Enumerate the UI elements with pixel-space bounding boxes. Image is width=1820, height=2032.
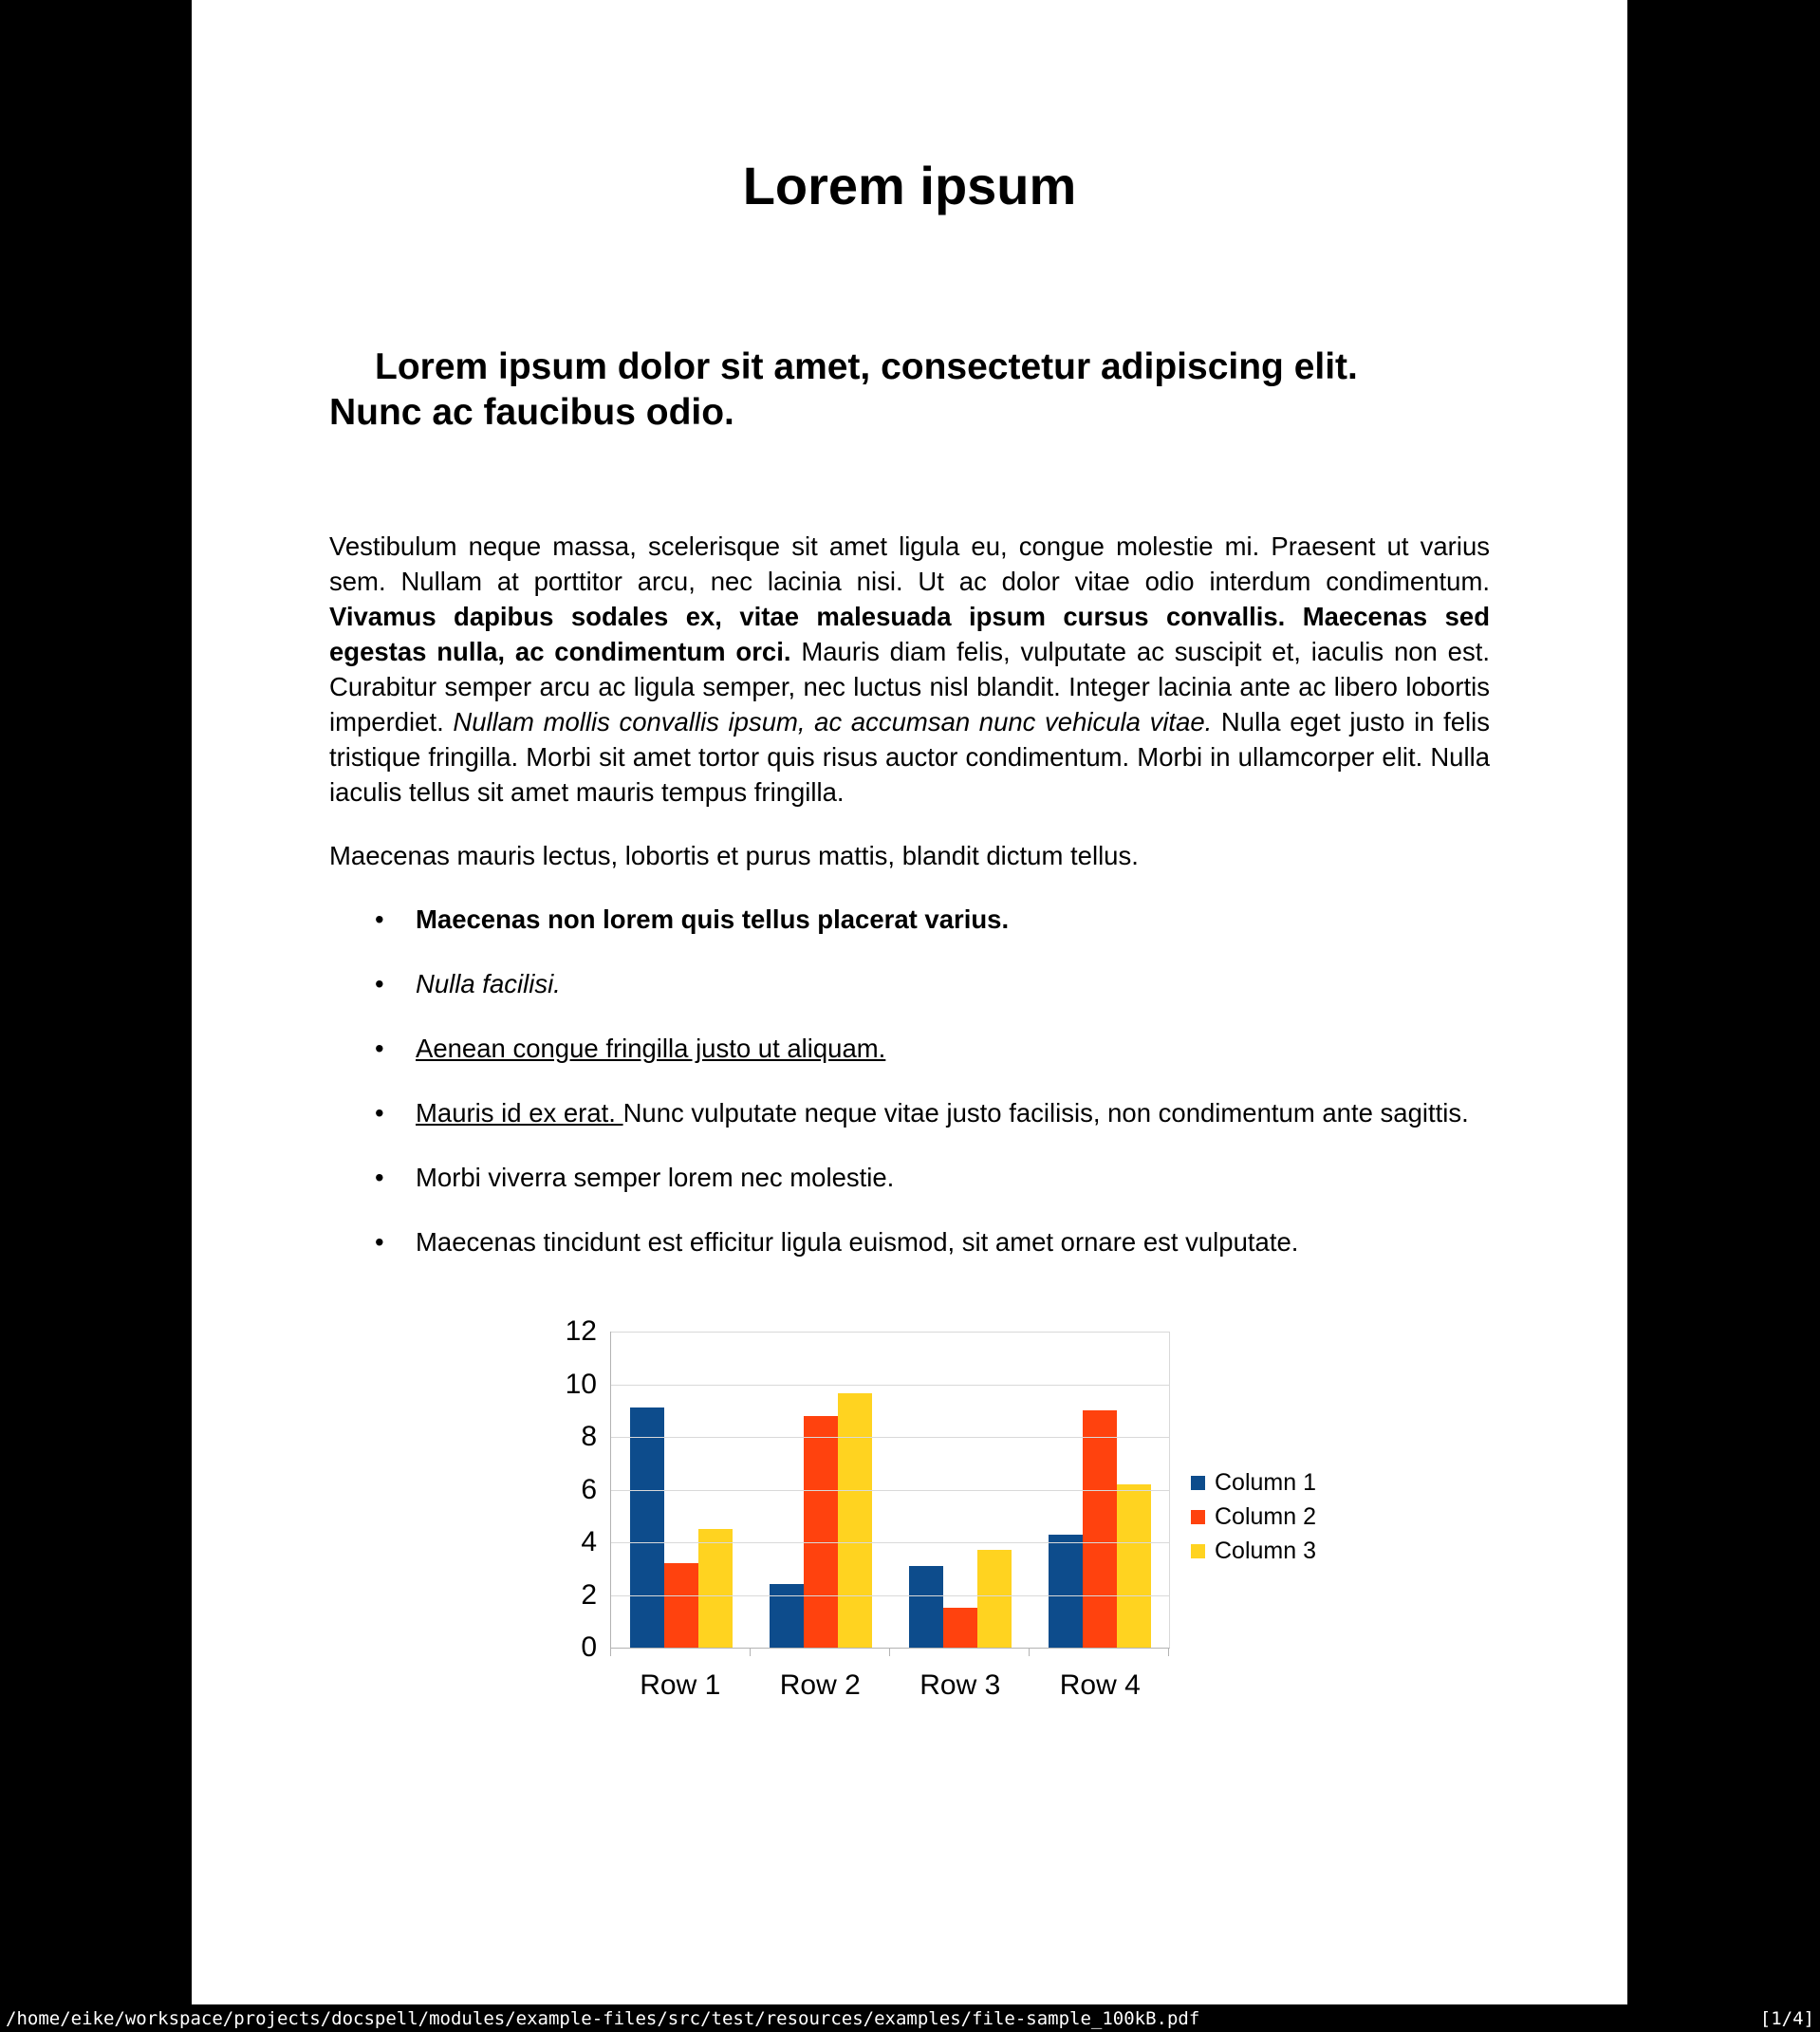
list-item [416, 1160, 1490, 1195]
text-segment: Maecenas tincidunt est efficitur ligula euismod, sit amet ornare est vulputate. [416, 1227, 1299, 1257]
chart-x-ticks [610, 1649, 1170, 1656]
text-segment: Vivamus dapibus sodales ex, vitae malesuada ipsum cursus convallis. Maecenas sed egestas nulla, ac condimentum orci. [329, 602, 1490, 666]
chart-bar [1083, 1410, 1117, 1648]
chart-y-axis [557, 1315, 610, 1663]
chart-bar [804, 1416, 838, 1648]
legend-label: Column 2 [1215, 1502, 1316, 1530]
paragraph-1 [329, 529, 1490, 810]
x-tick-label: Row 1 [640, 1669, 721, 1701]
y-tick-label: 0 [581, 1631, 597, 1663]
text-segment: Mauris diam felis, vulputate ac suscipit et, iaculis non est. Curabitur semper arcu ac ligula semper, nec luctus nisl blandit. Integer lacinia ante ac libero lobortis imperdiet. [329, 637, 1490, 736]
text-segment: Mauris id ex erat. [416, 1098, 623, 1128]
text-segment: Nullam mollis convallis ipsum, ac accumsan nunc vehicula vitae. [453, 707, 1221, 736]
gridline [611, 1542, 1169, 1543]
legend-item [1191, 1538, 1316, 1565]
x-tick-label: Row 3 [919, 1669, 1001, 1701]
list-item [416, 1095, 1490, 1130]
x-tick-label: Row 2 [779, 1669, 861, 1701]
y-tick-label: 6 [581, 1473, 597, 1505]
chart-bar [630, 1407, 664, 1648]
gridline [611, 1490, 1169, 1491]
text-segment: Nulla eget justo in felis tristique fringilla. Morbi sit amet tortor quis risus auctor condimentum. Morbi in ullamcorper elit. Nulla iaculis tellus sit amet mauris tempus fringilla. [329, 707, 1490, 807]
chart-bar [770, 1584, 804, 1648]
axis-tick [1168, 1649, 1169, 1656]
paragraph-2: Maecenas mauris lectus, lobortis et purus mattis, blandit dictum tellus. [329, 841, 1139, 870]
chart-bar [909, 1566, 943, 1648]
legend-item [1191, 1503, 1316, 1531]
chart-bar [1049, 1535, 1083, 1648]
y-tick-label: 2 [581, 1578, 597, 1611]
text-segment: Aenean congue fringilla justo ut aliquam. [416, 1034, 886, 1063]
chart-bar [698, 1529, 733, 1648]
gridline [611, 1385, 1169, 1386]
y-tick-label: 10 [565, 1368, 597, 1400]
axis-tick [1029, 1649, 1030, 1656]
statusbar [0, 2004, 1820, 2032]
document-title: Lorem ipsum [742, 156, 1077, 215]
chart-bar [1117, 1484, 1151, 1648]
bullet-list [329, 902, 1490, 1259]
page-indicator: [1/4] [1759, 2007, 1814, 2029]
text-segment: Vestibulum neque massa, scelerisque sit amet ligula eu, congue molestie mi. Praesent ut varius sem. Nullam at porttitor arcu, nec lacinia nisi. Ut ac dolor vitae odio interdum condimentum. [329, 531, 1490, 596]
y-tick-label: 8 [581, 1421, 597, 1452]
chart-x-labels [610, 1669, 1170, 1702]
legend-swatch [1191, 1510, 1205, 1524]
text-segment: Nunc vulputate neque vitae justo facilisis, non condimentum ante sagittis. [622, 1098, 1469, 1128]
gridline [611, 1595, 1169, 1596]
text-segment: Maecenas non lorem quis tellus placerat varius. [416, 904, 1010, 934]
list-item [416, 1031, 1490, 1066]
axis-tick [889, 1649, 890, 1656]
legend-item [1191, 1469, 1316, 1497]
gridline [611, 1332, 1169, 1333]
y-tick-label: 12 [565, 1315, 597, 1347]
text-segment: Morbi viverra semper lorem nec molestie. [416, 1163, 895, 1192]
document-page [192, 0, 1627, 2004]
y-tick-label: 4 [581, 1526, 597, 1557]
chart-plot [610, 1332, 1170, 1649]
legend-label: Column 1 [1215, 1468, 1316, 1496]
chart-bar [977, 1550, 1012, 1648]
x-tick-label: Row 4 [1059, 1669, 1141, 1701]
axis-tick [610, 1649, 611, 1656]
document-heading: Lorem ipsum dolor sit amet, consectetur adipiscing elit. Nunc ac faucibus odio. [329, 346, 1358, 433]
file-path-text: /home/eike/workspace/projects/docspell/modules/example-files/src/test/resources/examples/file-sample_100kB.pdf [6, 2007, 1200, 2029]
chart-bar [664, 1563, 698, 1648]
legend-swatch [1191, 1476, 1205, 1490]
text-segment: Nulla facilisi. [416, 969, 561, 998]
gridline [611, 1437, 1169, 1438]
list-item [416, 966, 1490, 1001]
axis-tick [750, 1649, 751, 1656]
chart-plot-area [610, 1332, 1170, 1702]
list-item [416, 1224, 1490, 1259]
chart-bar [943, 1608, 977, 1648]
legend-label: Column 3 [1215, 1537, 1316, 1564]
list-item [416, 902, 1490, 937]
legend-swatch [1191, 1544, 1205, 1558]
bar-chart [557, 1315, 1490, 1702]
chart-legend [1191, 1463, 1316, 1572]
chart-bar [838, 1393, 872, 1648]
